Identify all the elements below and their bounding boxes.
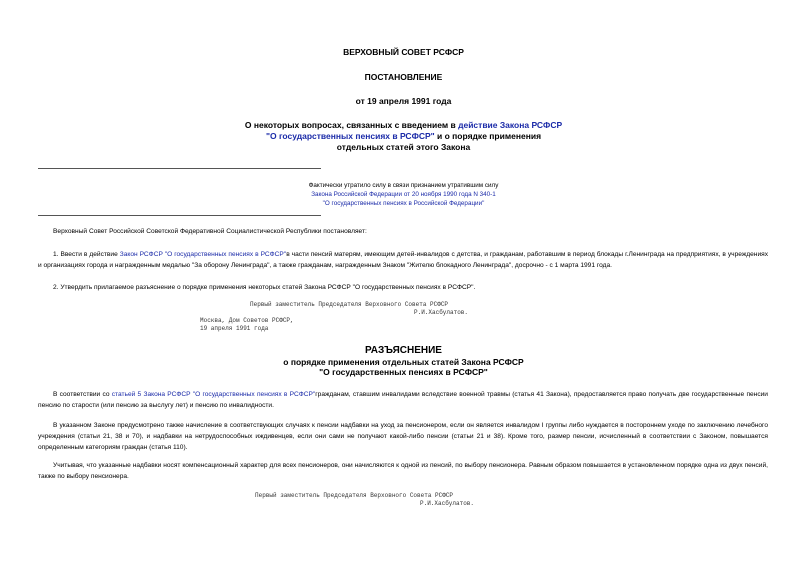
status-note xyxy=(0,181,807,208)
document-title xyxy=(0,120,807,153)
signature-1-name: Р.И.Хасбулатов. xyxy=(414,309,469,316)
preamble: Верховный Совет Российской Советской Федеративной Социалистической Республики постановляет: xyxy=(53,228,367,235)
place-line-2: 19 апреля 1991 года xyxy=(200,325,269,332)
title-line-3: отдельных статей этого Закона xyxy=(336,142,471,152)
item-1 xyxy=(38,249,768,271)
title-text-1: О некоторых вопросах, связанных с введением в xyxy=(244,120,459,130)
document-type: ПОСТАНОВЛЕНИЕ xyxy=(364,72,443,82)
item-2: 2. Утвердить прилагаемое разъяснение о порядке применения некоторых статей Закона РСФСР "О государственных пенсиях в РСФСР". xyxy=(53,284,476,291)
signature-2-name: Р.И.Хасбулатов. xyxy=(420,500,475,507)
para-1-pre: В соответствии со xyxy=(53,391,112,398)
item-1-law-link[interactable]: Закон РСФСР "О государственных пенсиях в РСФСР" xyxy=(119,251,287,258)
status-note-link-law[interactable]: Закона Российской Федерации от 20 ноября 1990 года N 340-1 xyxy=(311,191,496,198)
title-line-1 xyxy=(0,120,807,131)
para-1-article-link[interactable]: статьей 5 Закона РСФСР "О государственных пенсиях в РСФСР" xyxy=(111,391,316,398)
para-1-post: гражданам, ставшим инвалидами вследствие военной травмы (статья 41 Закона), предоставляется право получать две государственные пенсии пенсию по старости (или пенсию за выслугу лет) и пенсию по инвалидности. xyxy=(38,391,768,409)
item-1-pre: 1. Ввести в действие xyxy=(53,251,120,258)
title-link-law-action[interactable]: действие Закона РСФСР xyxy=(458,120,563,130)
clarification-subtitle-1: о порядке применения отдельных статей Закона РСФСР xyxy=(283,357,524,367)
status-note-link-law-name[interactable]: "О государственных пенсиях в Российской Федерации" xyxy=(322,200,485,207)
clarification-para-1 xyxy=(38,389,768,411)
title-line-2 xyxy=(0,131,807,142)
bottom-divider xyxy=(38,215,321,216)
clarification-subtitle-2: "О государственных пенсиях в РСФСР" xyxy=(319,367,488,377)
clarification-para-2: В указанном Законе предусмотрено также начисление в соответствующих случаях к пенсии надбавки на уход за пенсионером, если он является инвалидом I группы либо нуждается в постороннем уходе по заключению лечебного учреждения (статьи 21, 38 и 70), и надбавки на нетрудоспособных иждивенцев, если они сами не получают какой-либо пенсии (статьи 21 и 38). Кроме того, размер пенсии, исчисленный в соответствии с Законом, повышается определенным категориям граждан (статья 110). xyxy=(38,422,768,451)
document-date: от 19 апреля 1991 года xyxy=(355,96,452,106)
clarification-para-3: Учитывая, что указанные надбавки носят компенсационный характер для всех пенсионеров, они начисляются к одной из пенсий, по выбору пенсионера. Равным образом повышается в установленном порядке одна из двух пенсий, также по выбору пенсионера. xyxy=(38,462,768,480)
status-note-line: Фактически утратило силу в связи признанием утратившим силу xyxy=(308,182,499,189)
top-divider xyxy=(38,168,321,169)
item-1-post: в части пенсий матерям, имеющим детей-инвалидов с детства, и гражданам, работавшим в период блокады г.Ленинграда на предприятиях, в учреждениях и организациях города и награжденным медалью "За оборону Ленинграда", а также гражданам, награжденным Знаком "Жителю блокадного Ленинграда", досрочно - с 1 марта 1991 года. xyxy=(38,251,768,269)
clarification-heading: РАЗЪЯСНЕНИЕ xyxy=(365,345,442,356)
place-line-1: Москва, Дом Советов РСФСР, xyxy=(200,317,294,324)
title-text-2: и о порядке применения xyxy=(434,131,542,141)
signature-2-position: Первый заместитель Председателя Верховного Совета РСФСР xyxy=(255,492,454,499)
signature-1-position: Первый заместитель Председателя Верховного Совета РСФСР xyxy=(250,301,449,308)
council-name: ВЕРХОВНЫЙ СОВЕТ РСФСР xyxy=(343,47,464,57)
title-link-law-name[interactable]: "О государственных пенсиях в РСФСР" xyxy=(265,131,435,141)
